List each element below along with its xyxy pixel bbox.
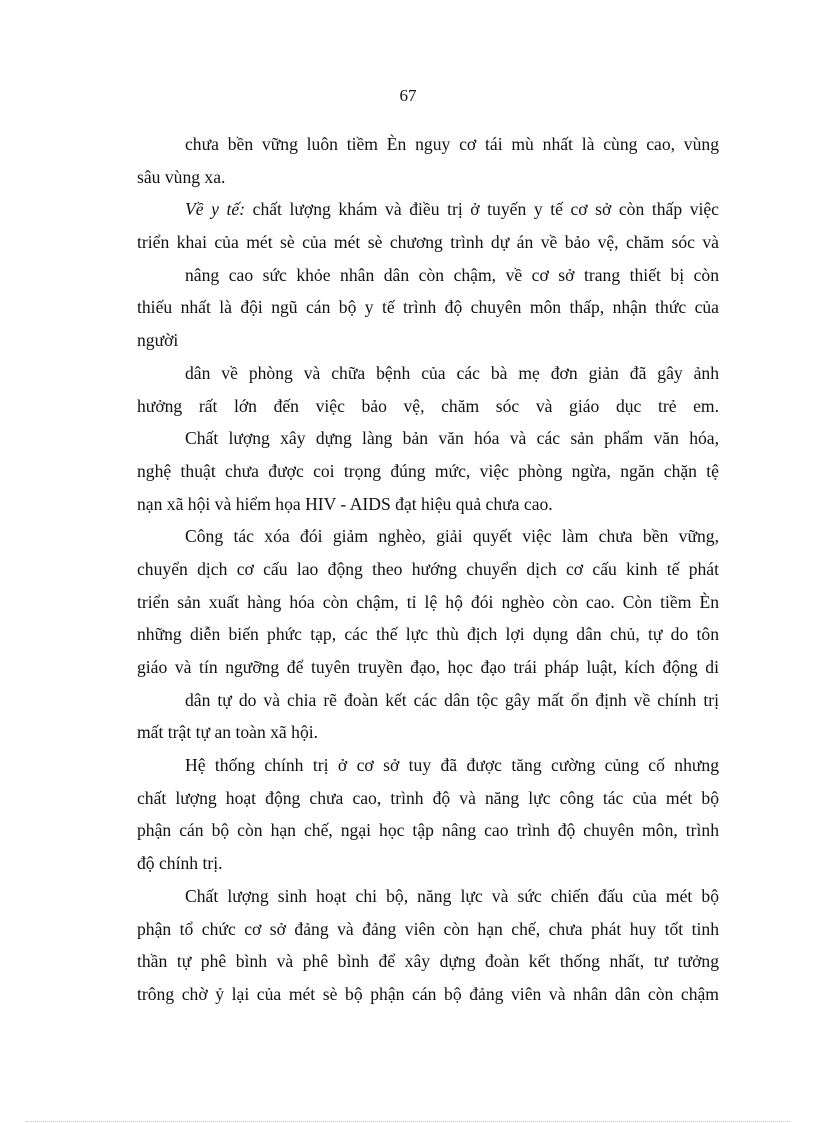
text-line [137, 357, 719, 390]
line-text: nghệ thuật chưa được coi trọng đúng mức, việc phòng ngừa, ngăn chặn tệ [137, 460, 719, 481]
line-text: triển khai của mét sè của mét sè chương trình dự án về bảo vệ, chăm sóc và [137, 232, 719, 253]
line-text: Chất lượng sinh hoạt chi bộ, năng lực và sức chiến đấu của mét bộ [185, 885, 719, 906]
text-line [137, 259, 719, 292]
text-line [137, 324, 719, 357]
text-line [137, 945, 719, 978]
text-line [137, 814, 719, 847]
italic-lead-in: Về y tế: [185, 199, 246, 220]
line-text: Công tác xóa đói giảm nghèo, giải quyết việc làm chưa bền vững, [185, 526, 719, 547]
line-text: chưa bền vững luôn tiềm Èn nguy cơ tái mù nhất là cùng cao, vùng [185, 134, 719, 154]
text-line [137, 651, 719, 684]
text-line [137, 128, 719, 161]
line-text: phận cán bộ còn hạn chế, ngại học tập nâng cao trình độ chuyên môn, trình [137, 820, 719, 841]
line-text: người [137, 330, 179, 351]
line-text: mất trật tự an toàn xã hội. [137, 722, 319, 743]
page-number: 67 [399, 86, 417, 105]
text-line [137, 880, 719, 913]
line-text: sâu vùng xa. [137, 166, 226, 187]
line-text: phận tổ chức cơ sở đảng và đảng viên còn hạn chế, chưa phát huy tốt tinh [137, 918, 719, 939]
line-text: giáo và tín ngưỡng để tuyên truyền đạo, học đạo trái pháp luật, kích động di [137, 657, 719, 677]
body-text [137, 128, 719, 1011]
text-line [137, 422, 719, 455]
line-text: thần tự phê bình và phê bình để xây dựng đoàn kết thống nhất, tư tưởng [137, 951, 719, 972]
text-line [137, 618, 719, 651]
text-line [137, 684, 719, 717]
text-line [137, 193, 719, 226]
text-line [137, 291, 719, 324]
line-text: nâng cao sức khỏe nhân dân còn chậm, về cơ sở trang thiết bị còn [185, 264, 719, 285]
text-line [137, 749, 719, 782]
line-text: nạn xã hội và hiểm họa HIV - AIDS đạt hiệu quả chưa cao. [137, 493, 553, 514]
text-line [137, 716, 719, 749]
line-text: dân tự do và chia rẽ đoàn kết các dân tộc gây mất ổn định về chính trị [185, 689, 719, 710]
line-text: thiếu nhất là đội ngũ cán bộ y tế trình độ chuyên môn thấp, nhận thức của [137, 297, 719, 318]
text-line [137, 553, 719, 586]
text-line [137, 782, 719, 815]
text-line [137, 978, 719, 1011]
text-line [137, 913, 719, 946]
text-line [137, 226, 719, 259]
text-line [137, 390, 719, 423]
text-line [137, 488, 719, 521]
text-line [137, 455, 719, 488]
line-text: những diễn biến phức tạp, các thế lực thù địch lợi dụng dân chủ, tự do tôn [137, 624, 719, 645]
line-text: chất lượng khám và điều trị ở tuyến y tế cơ sở còn thấp việc [245, 199, 719, 220]
line-text: Hệ thống chính trị ở cơ sở tuy đã được tăng cường củng cố nhưng [185, 755, 719, 776]
line-text: độ chính trị. [137, 853, 223, 874]
text-line [137, 520, 719, 553]
line-text: trông chờ ỷ lại của mét sè bộ phận cán bộ đảng viên và nhân dân còn chậm [137, 983, 719, 1004]
line-text: dân về phòng và chữa bệnh của các bà mẹ đơn giản đã gây ảnh [185, 362, 719, 383]
page-bottom-border [26, 1121, 790, 1122]
text-line [137, 161, 719, 194]
text-line [137, 586, 719, 619]
line-text: hưởng rất lớn đến việc bảo vệ, chăm sóc và giáo dục trẻ em. [137, 395, 719, 416]
line-text: chất lượng hoạt động chưa cao, trình độ và năng lực công tác của mét bộ [137, 787, 719, 808]
text-line [137, 847, 719, 880]
line-text: triển sản xuất hàng hóa còn chậm, tỉ lệ hộ đói nghèo còn cao. Còn tiềm Èn [137, 591, 719, 612]
line-text: Chất lượng xây dựng làng bản văn hóa và các sản phẩm văn hóa, [185, 428, 719, 449]
line-text: chuyển dịch cơ cấu lao động theo hướng chuyển dịch cơ cấu kinh tế phát [137, 558, 719, 579]
